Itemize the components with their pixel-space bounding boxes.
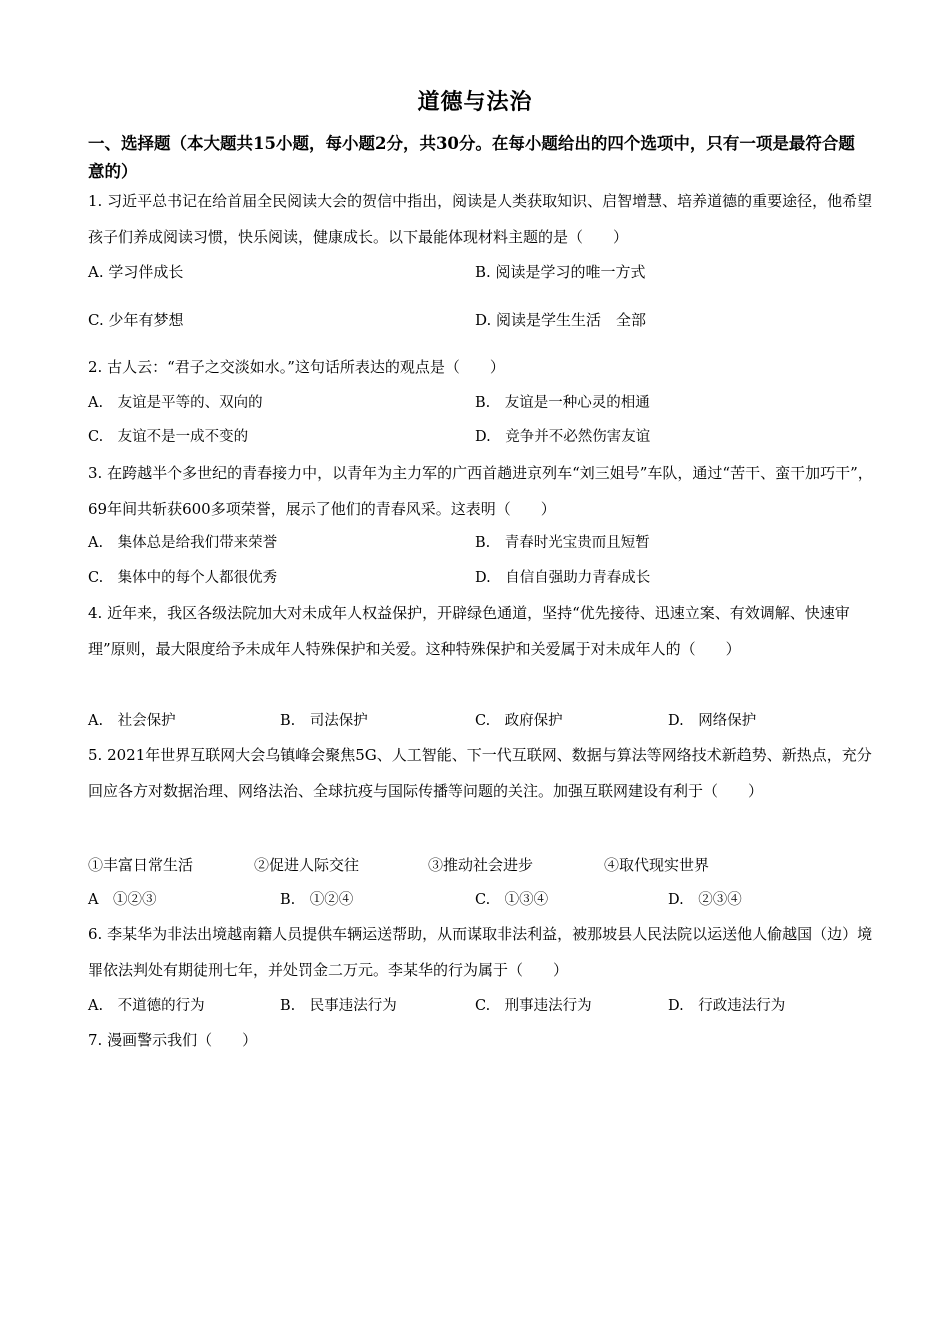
question-1-option-c: C. 少年有梦想 <box>88 311 184 329</box>
question-4-option-c: C. 政府保护 <box>475 713 563 729</box>
question-3-option-b: B. 青春时光宝贵而且短暂 <box>475 535 650 551</box>
question-2-option-b: B. 友谊是一种心灵的相通 <box>475 395 650 411</box>
question-5-stem: 5. 2021年世界互联网大会乌镇峰会聚焦5G、人工智能、下一代互联网、数据与算法等网络技术新趋势、新热点，充分回应各方对数据治理、网络法治、全球抗疫与国际传播等问题的关注。加强互联网建设有利于（ ） <box>88 746 872 800</box>
question-6-option-b: B. 民事违法行为 <box>280 998 397 1014</box>
question-5-option-c: C. ①③④ <box>475 892 549 908</box>
question-2-option-d: D. 竞争并不必然伤害友谊 <box>475 429 651 445</box>
question-5-item-1: ①丰富日常生活 <box>88 856 194 874</box>
question-3-option-c: C. 集体中的每个人都很优秀 <box>88 570 278 586</box>
question-5-option-d: D. ②③④ <box>668 892 742 908</box>
question-5-item-4: ④取代现实世界 <box>604 856 710 874</box>
question-6-option-c: C. 刑事违法行为 <box>475 998 592 1014</box>
question-6-option-d: D. 行政违法行为 <box>668 998 786 1014</box>
question-4-option-d: D. 网络保护 <box>668 713 757 729</box>
question-3-option-a: A. 集体总是给我们带来荣誉 <box>88 535 278 551</box>
question-3-stem: 3. 在跨越半个多世纪的青春接力中，以青年为主力军的广西首趟进京列车“刘三姐号”车队，通过“苦干、蛮干加巧干”，69年间共斩获600多项荣誉，展示了他们的青春风采。这表明（ ） <box>88 464 873 518</box>
question-6-option-a: A. 不道德的行为 <box>88 998 205 1014</box>
question-2-option-a: A. 友谊是平等的、双向的 <box>88 395 263 411</box>
question-1-option-d: D. 阅读是学生生活 全部 <box>475 311 647 329</box>
question-5-option-b: B. ①②④ <box>280 892 354 908</box>
question-3-option-d: D. 自信自强助力青春成长 <box>475 570 651 586</box>
question-1-option-b: B. 阅读是学习的唯一方式 <box>475 263 646 281</box>
question-4-option-b: B. 司法保护 <box>280 713 368 729</box>
question-1-stem: 1. 习近平总书记在给首届全民阅读大会的贺信中指出，阅读是人类获取知识、启智增慧、培养道德的重要途径，他希望孩子们养成阅读习惯，快乐阅读，健康成长。以下最能体现材料主题的是（ ） <box>88 192 873 246</box>
section-heading: 一、选择题（本大题共15小题，每小题2分，共30分。在每小题给出的四个选项中，只有一项是最符合题意的） <box>88 134 855 181</box>
question-4-option-a: A. 社会保护 <box>88 713 176 729</box>
question-2-stem: 2. 古人云：“君子之交淡如水。”这句话所表达的观点是（ ） <box>88 358 505 376</box>
question-2-option-c: C. 友谊不是一成不变的 <box>88 429 249 445</box>
question-5-item-2: ②促进人际交往 <box>254 856 360 874</box>
question-1-option-a: A. 学习伴成长 <box>88 263 184 281</box>
page-title: 道德与法治 <box>417 89 533 115</box>
question-5-item-3: ③推动社会进步 <box>428 856 534 874</box>
question-6-stem: 6. 李某华为非法出境越南籍人员提供车辆运送帮助，从而谋取非法利益，被那坡县人民法院以运送他人偷越国（边）境罪依法判处有期徒刑七年，并处罚金二万元。李某华的行为属于（ ） <box>88 925 873 979</box>
question-4-stem: 4. 近年来，我区各级法院加大对未成年人权益保护，开辟绿色通道，坚持“优先接待、迅速立案、有效调解、快速审理”原则，最大限度给予未成年人特殊保护和关爱。这种特殊保护和关爱属于对未成年人的（ ） <box>88 604 850 658</box>
question-7-stem: 7. 漫画警示我们（ ） <box>88 1031 258 1049</box>
question-5-option-a: A ①②③ <box>88 892 157 908</box>
